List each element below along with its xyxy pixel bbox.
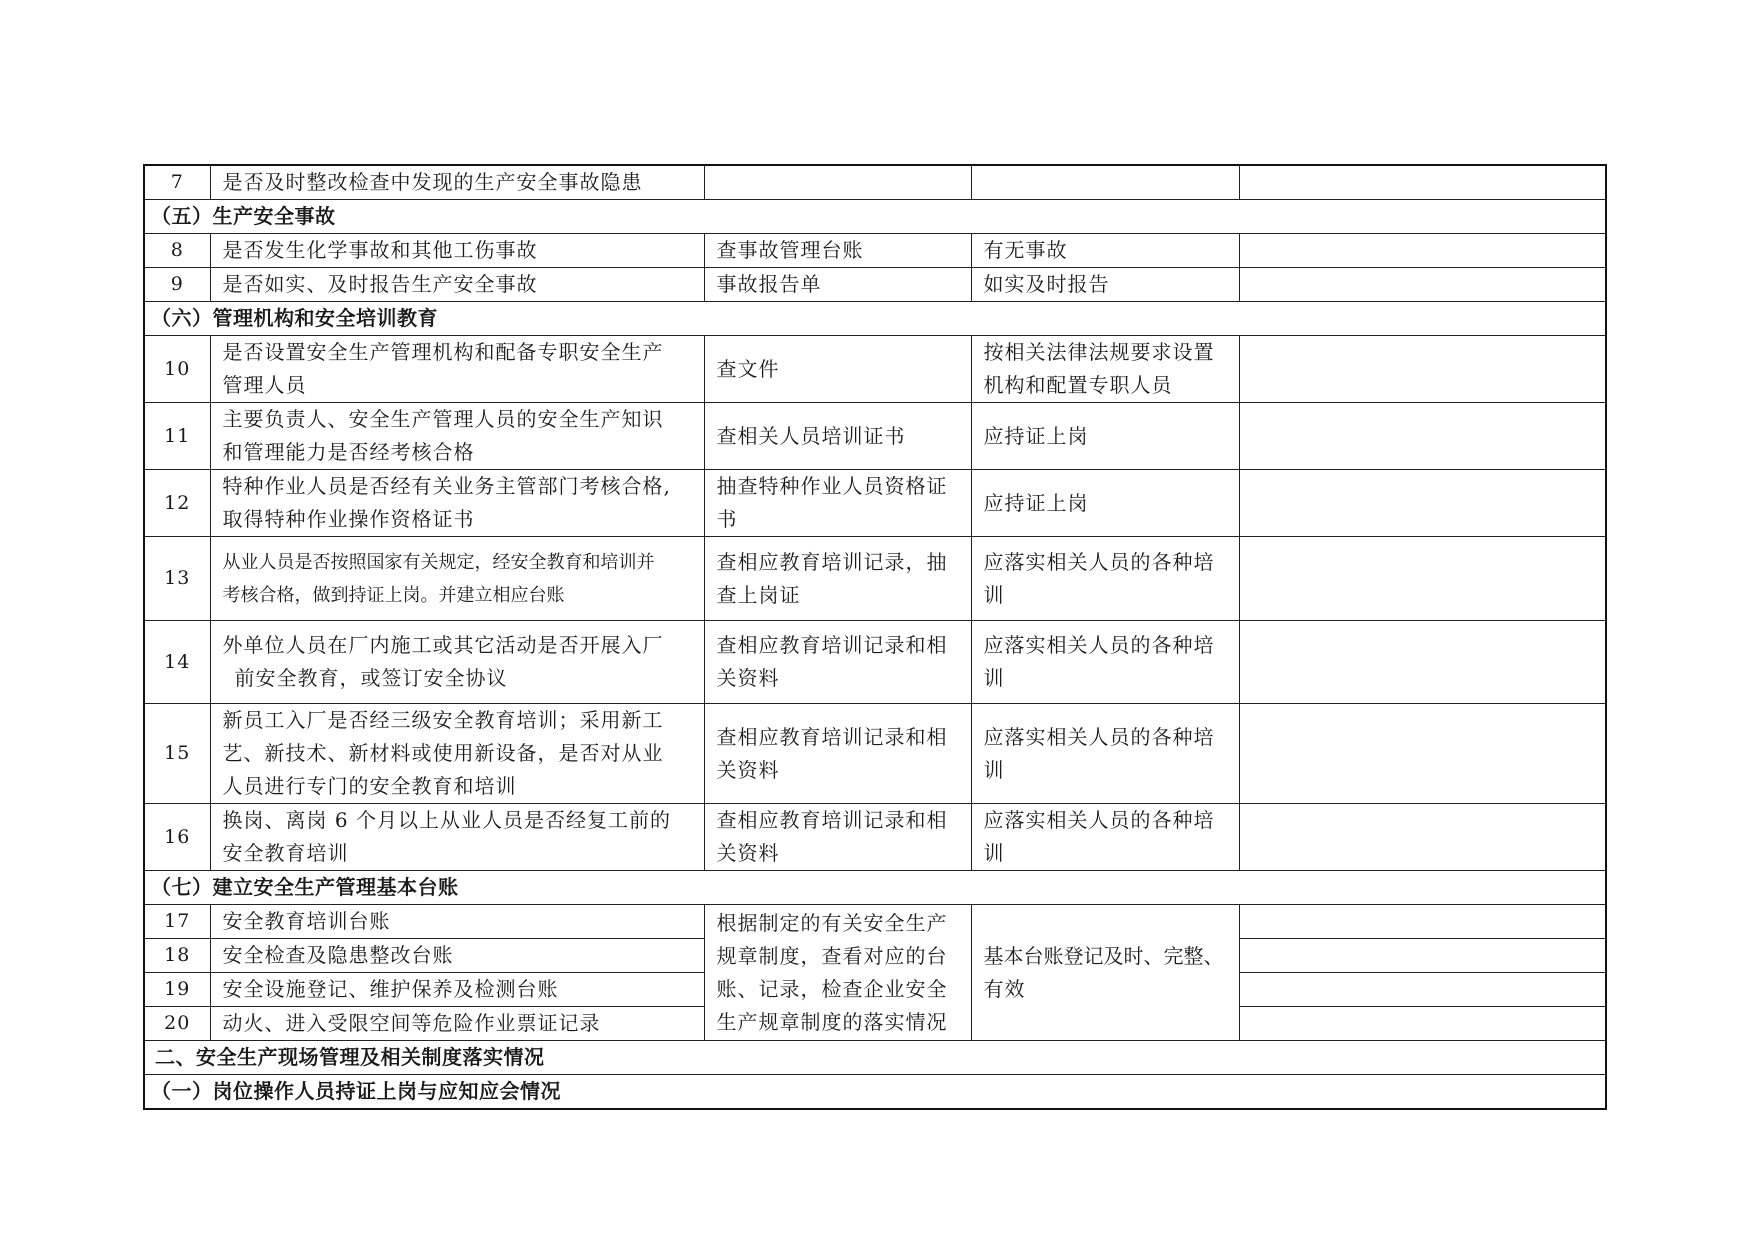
section-heading: （六）管理机构和安全培训教育 bbox=[144, 302, 1606, 336]
check-standard-line: 训 bbox=[983, 666, 1005, 690]
check-item: 是否及时整改检查中发现的生产安全事故隐患 bbox=[210, 165, 704, 200]
check-item-line: 艺、新技术、新材料或使用新设备，是否对从业 bbox=[222, 741, 664, 765]
check-item: 安全设施登记、维护保养及检测台账 bbox=[210, 973, 704, 1007]
row-number: 16 bbox=[144, 804, 210, 871]
row-number: 13 bbox=[144, 537, 210, 621]
section-row bbox=[144, 302, 1606, 336]
check-standard bbox=[971, 165, 1239, 200]
check-standard bbox=[971, 537, 1239, 621]
row-number: 9 bbox=[144, 268, 210, 302]
check-method bbox=[704, 804, 971, 871]
check-item-line: 取得特种作业操作资格证书 bbox=[222, 507, 475, 531]
check-item-line: 主要负责人、安全生产管理人员的安全生产知识 bbox=[222, 407, 664, 431]
check-item-line: 安全教育培训 bbox=[222, 841, 349, 865]
check-method bbox=[704, 470, 971, 537]
section-row bbox=[144, 871, 1606, 905]
check-standard-line: 应落实相关人员的各种培 bbox=[983, 724, 1215, 749]
check-item-line: 人员进行专门的安全教育和培训 bbox=[222, 774, 517, 798]
check-method bbox=[704, 905, 971, 1041]
check-method: 查相关人员培训证书 bbox=[704, 403, 971, 470]
check-standard bbox=[971, 905, 1239, 1041]
row-number: 12 bbox=[144, 470, 210, 537]
table-row bbox=[144, 234, 1606, 268]
check-item: 安全检查及隐患整改台账 bbox=[210, 939, 704, 973]
check-method: 查事故管理台账 bbox=[704, 234, 971, 268]
table-row bbox=[144, 537, 1606, 621]
check-standard-line: 训 bbox=[983, 582, 1005, 607]
check-method bbox=[704, 537, 971, 621]
check-item bbox=[210, 403, 704, 470]
check-standard-line: 应落实相关人员的各种培 bbox=[983, 808, 1215, 832]
check-item bbox=[210, 537, 704, 621]
table-row bbox=[144, 165, 1606, 200]
check-result bbox=[1239, 621, 1606, 704]
check-method-line: 抽查特种作业人员资格证 bbox=[716, 474, 948, 498]
inspection-table bbox=[143, 164, 1607, 1110]
check-item bbox=[210, 470, 704, 537]
check-item: 是否发生化学事故和其他工伤事故 bbox=[210, 234, 704, 268]
check-result bbox=[1239, 403, 1606, 470]
check-item bbox=[210, 336, 704, 403]
check-standard-line: 训 bbox=[983, 757, 1005, 782]
check-item-line: 特种作业人员是否经有关业务主管部门考核合格, bbox=[222, 474, 671, 498]
check-method-line: 查相应教育培训记录和相 bbox=[716, 808, 948, 832]
check-result bbox=[1239, 905, 1606, 939]
section-heading: （七）建立安全生产管理基本台账 bbox=[144, 871, 1606, 905]
section-row bbox=[144, 200, 1606, 234]
table-row bbox=[144, 621, 1606, 704]
check-item: 动火、进入受限空间等危险作业票证记录 bbox=[210, 1007, 704, 1041]
check-result bbox=[1239, 704, 1606, 804]
check-result bbox=[1239, 1007, 1606, 1041]
check-standard bbox=[971, 336, 1239, 403]
check-method-line: 关资料 bbox=[716, 841, 780, 865]
check-method-line: 规章制度，查看对应的台 bbox=[716, 943, 948, 968]
check-item-line: 换岗、离岗 6 个月以上从业人员是否经复工前的 bbox=[222, 808, 671, 832]
check-standard-line: 应落实相关人员的各种培 bbox=[983, 549, 1215, 574]
check-method bbox=[704, 165, 971, 200]
check-item-line: 管理人员 bbox=[222, 373, 307, 397]
section-heading: （五）生产安全事故 bbox=[144, 200, 1606, 234]
check-standard bbox=[971, 804, 1239, 871]
check-result bbox=[1239, 336, 1606, 403]
check-standard-line: 应落实相关人员的各种培 bbox=[983, 633, 1215, 657]
row-number: 20 bbox=[144, 1007, 210, 1041]
check-item bbox=[210, 621, 704, 704]
row-number: 19 bbox=[144, 973, 210, 1007]
check-standard-line: 有效 bbox=[983, 976, 1026, 1001]
check-method-line: 关资料 bbox=[716, 757, 780, 782]
check-method bbox=[704, 621, 971, 704]
table-row bbox=[144, 704, 1606, 804]
check-method-line: 查相应教育培训记录，抽 bbox=[716, 549, 948, 574]
check-standard: 应持证上岗 bbox=[971, 470, 1239, 537]
section-heading: （一）岗位操作人员持证上岗与应知应会情况 bbox=[144, 1075, 1606, 1110]
check-method-line: 关资料 bbox=[716, 666, 780, 690]
row-number: 17 bbox=[144, 905, 210, 939]
check-standard: 如实及时报告 bbox=[971, 268, 1239, 302]
check-result bbox=[1239, 470, 1606, 537]
row-number: 8 bbox=[144, 234, 210, 268]
row-number: 7 bbox=[144, 165, 210, 200]
table-row bbox=[144, 905, 1606, 939]
check-item bbox=[210, 804, 704, 871]
part-heading: 二、安全生产现场管理及相关制度落实情况 bbox=[144, 1041, 1606, 1075]
row-number: 14 bbox=[144, 621, 210, 704]
check-standard-line: 训 bbox=[983, 841, 1005, 865]
check-method-line: 查相应教育培训记录和相 bbox=[716, 633, 948, 657]
check-result bbox=[1239, 939, 1606, 973]
check-standard-line: 按相关法律法规要求设置 bbox=[983, 340, 1215, 364]
check-item: 安全教育培训台账 bbox=[210, 905, 704, 939]
check-method bbox=[704, 704, 971, 804]
check-method-line: 查相应教育培训记录和相 bbox=[716, 724, 948, 749]
check-method-line: 书 bbox=[716, 507, 738, 531]
check-item-line: 是否设置安全生产管理机构和配备专职安全生产 bbox=[222, 340, 664, 364]
check-standard: 有无事故 bbox=[971, 234, 1239, 268]
check-standard-line: 基本台账登记及时、完整、 bbox=[983, 943, 1224, 968]
check-result bbox=[1239, 537, 1606, 621]
check-standard bbox=[971, 621, 1239, 704]
check-result bbox=[1239, 973, 1606, 1007]
check-method: 查文件 bbox=[704, 336, 971, 403]
check-item-line: 新员工入厂是否经三级安全教育培训；采用新工 bbox=[222, 708, 664, 732]
table-row bbox=[144, 470, 1606, 537]
check-method-line: 账、记录，检查企业安全 bbox=[716, 976, 948, 1001]
row-number: 15 bbox=[144, 704, 210, 804]
check-standard-line: 机构和配置专职人员 bbox=[983, 373, 1173, 397]
check-standard bbox=[971, 704, 1239, 804]
check-result bbox=[1239, 804, 1606, 871]
check-item-line: 外单位人员在厂内施工或其它活动是否开展入厂 bbox=[222, 633, 664, 657]
check-method-line: 生产规章制度的落实情况 bbox=[716, 1009, 948, 1034]
check-result bbox=[1239, 234, 1606, 268]
check-item-line: 考核合格，做到持证上岗。并建立相应台账 bbox=[222, 584, 565, 606]
check-item-line: 从业人员是否按照国家有关规定，经安全教育和培训并 bbox=[222, 551, 655, 573]
check-item-line: 和管理能力是否经考核合格 bbox=[222, 440, 475, 464]
check-result bbox=[1239, 165, 1606, 200]
check-method-line: 根据制定的有关安全生产 bbox=[716, 910, 948, 935]
part-row bbox=[144, 1041, 1606, 1075]
section-row bbox=[144, 1075, 1606, 1110]
check-item bbox=[210, 704, 704, 804]
table-row bbox=[144, 403, 1606, 470]
row-number: 11 bbox=[144, 403, 210, 470]
row-number: 18 bbox=[144, 939, 210, 973]
check-item: 是否如实、及时报告生产安全事故 bbox=[210, 268, 704, 302]
check-result bbox=[1239, 268, 1606, 302]
table-row bbox=[144, 336, 1606, 403]
check-method-line: 查上岗证 bbox=[716, 582, 801, 607]
table-row bbox=[144, 268, 1606, 302]
table-row bbox=[144, 804, 1606, 871]
check-method: 事故报告单 bbox=[704, 268, 971, 302]
check-item-line: 前安全教育，或签订安全协议 bbox=[234, 666, 508, 690]
row-number: 10 bbox=[144, 336, 210, 403]
check-standard: 应持证上岗 bbox=[971, 403, 1239, 470]
